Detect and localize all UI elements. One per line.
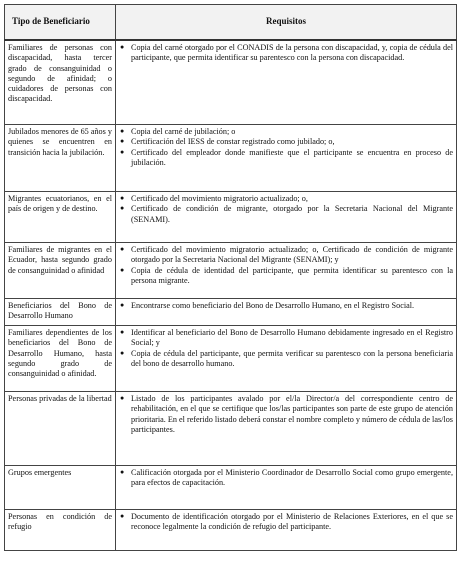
requirement-item	[119, 204, 453, 225]
requirement-item	[119, 43, 453, 64]
requirements-cell	[116, 466, 457, 510]
bullet-icon: ●	[120, 328, 125, 336]
requirements-cell	[116, 192, 457, 243]
requirements-table	[4, 4, 457, 551]
bullet-icon: ●	[120, 127, 125, 135]
table-row	[5, 466, 457, 510]
requirement-item	[119, 394, 453, 435]
requirement-item	[119, 148, 453, 169]
requirement-text: Certificación del IESS de constar registrado como jubilado; o,	[131, 137, 335, 147]
requirement-text: Copia del carné otorgado por el CONADIS de la persona con discapacidad, y, copia de cédula del participante, que permita identificar su parentesco con la persona con discapacidad.	[131, 43, 453, 63]
requirements-cell	[116, 510, 457, 551]
bullet-icon: ●	[120, 194, 125, 202]
requirement-text: Certificado del movimiento migratorio actualizado; o, Certificado de condición de migrante otorgado por la Secretaria Nacional del Migrante (SENAMI); y	[131, 245, 453, 265]
beneficiary-cell: Beneficiarios del Bono de Desarrollo Humano	[5, 299, 116, 326]
requirements-cell	[116, 299, 457, 326]
bullet-icon: ●	[120, 348, 125, 357]
requirement-text: Listado de los participantes avalado por el/la Director/a del correspondiente centro de rehabilitación, en el que se certifique que los/las participantes son parte de este grupo de atención prioritaria. En el referido listado deberá constar el nombre completo y número de cédula de las/los participantes.	[131, 394, 453, 434]
bullet-icon: ●	[120, 245, 125, 253]
table-row	[5, 192, 457, 243]
requirement-item	[119, 328, 453, 349]
column-header-requirements: Requisitos	[116, 5, 457, 41]
table-row	[5, 326, 457, 392]
requirements-cell	[116, 40, 457, 125]
requirement-text: Certificado del empleador donde manifieste que el participante se encuentra en proceso de jubilación.	[131, 147, 453, 167]
beneficiary-cell: Personas privadas de la libertad	[5, 392, 116, 466]
requirement-item	[119, 301, 453, 311]
table-row	[5, 299, 457, 326]
requirements-list	[119, 301, 453, 311]
table-row	[5, 392, 457, 466]
column-header-beneficiary: Tipo de Beneficiario	[5, 5, 116, 41]
requirement-item	[119, 137, 453, 147]
requirement-text: Copia del carné de jubilación; o	[131, 127, 236, 136]
bullet-icon: ●	[120, 43, 125, 51]
table-header-row	[5, 5, 457, 41]
requirement-text: Certificado del movimiento migratorio actualizado; o,	[131, 194, 308, 203]
requirements-list	[119, 328, 453, 369]
beneficiary-cell: Jubilados menores de 65 años y quienes se encuentren en transición hacia la jubilación.	[5, 125, 116, 192]
requirement-text: Copia de cédula de identidad del participante, que permita identificar su parentesco con la persona migrante.	[131, 265, 453, 285]
requirements-list	[119, 512, 453, 533]
bullet-icon: ●	[120, 137, 125, 146]
requirement-item	[119, 468, 453, 489]
requirements-list	[119, 43, 453, 64]
requirement-text: Encontrarse como beneficiario del Bono de Desarrollo Humano, en el Registro Social.	[131, 301, 415, 310]
requirements-list	[119, 194, 453, 225]
requirement-text: Copia de cédula del participante, que permita verificar su parentesco con la persona beneficiaria del bono de desarrollo humano.	[131, 348, 453, 368]
bullet-icon: ●	[120, 204, 125, 213]
requirement-text: Certificado de condición de migrante, otorgado por la Secretaria Nacional del Migrante (SENAMI).	[131, 204, 453, 224]
requirements-list	[119, 127, 453, 168]
bullet-icon: ●	[120, 394, 125, 402]
requirement-item	[119, 127, 453, 137]
bullet-icon: ●	[120, 468, 125, 476]
bullet-icon: ●	[120, 265, 125, 274]
table-row	[5, 243, 457, 299]
beneficiary-cell: Grupos emergentes	[5, 466, 116, 510]
requirement-text: Identificar al beneficiario del Bono de Desarrollo Humano debidamente ingresado en el Registro Social; y	[131, 328, 453, 348]
requirement-item	[119, 245, 453, 266]
beneficiary-cell: Familiares de migrantes en el Ecuador, hasta segundo grado de consanguinidad o afinidad	[5, 243, 116, 299]
beneficiary-cell: Familiares dependientes de los beneficiarios del Bono de Desarrollo Humano, hasta segundo grado de consanguinidad o afinidad.	[5, 326, 116, 392]
beneficiary-cell: Familiares de personas con discapacidad, hasta tercer grado de consanguinidad o segundo de afinidad; o cuidadores de personas con discapacidad.	[5, 40, 116, 125]
requirement-text: Documento de identificación otorgado por el Ministerio de Relaciones Exteriores, en el que se reconoce legalmente la condición de refugio del participante.	[131, 512, 453, 532]
requirement-text: Calificación otorgada por el Ministerio Coordinador de Desarrollo Social como grupo emergente, para efectos de capacitación.	[131, 468, 453, 488]
bullet-icon: ●	[120, 512, 125, 520]
requirement-item	[119, 194, 453, 204]
bullet-icon: ●	[120, 147, 125, 156]
requirements-cell	[116, 125, 457, 192]
table-body	[5, 40, 457, 551]
requirements-cell	[116, 326, 457, 392]
table-row	[5, 125, 457, 192]
requirement-item	[119, 512, 453, 533]
requirements-cell	[116, 392, 457, 466]
requirement-item	[119, 349, 453, 370]
bullet-icon: ●	[120, 301, 125, 309]
beneficiary-cell: Migrantes ecuatorianos, en el país de origen y de destino.	[5, 192, 116, 243]
table-row	[5, 40, 457, 125]
beneficiary-cell: Personas en condición de refugio	[5, 510, 116, 551]
requirements-list	[119, 394, 453, 435]
table-row	[5, 510, 457, 551]
requirement-item	[119, 266, 453, 287]
requirements-cell	[116, 243, 457, 299]
requirements-list	[119, 468, 453, 489]
requirements-list	[119, 245, 453, 286]
